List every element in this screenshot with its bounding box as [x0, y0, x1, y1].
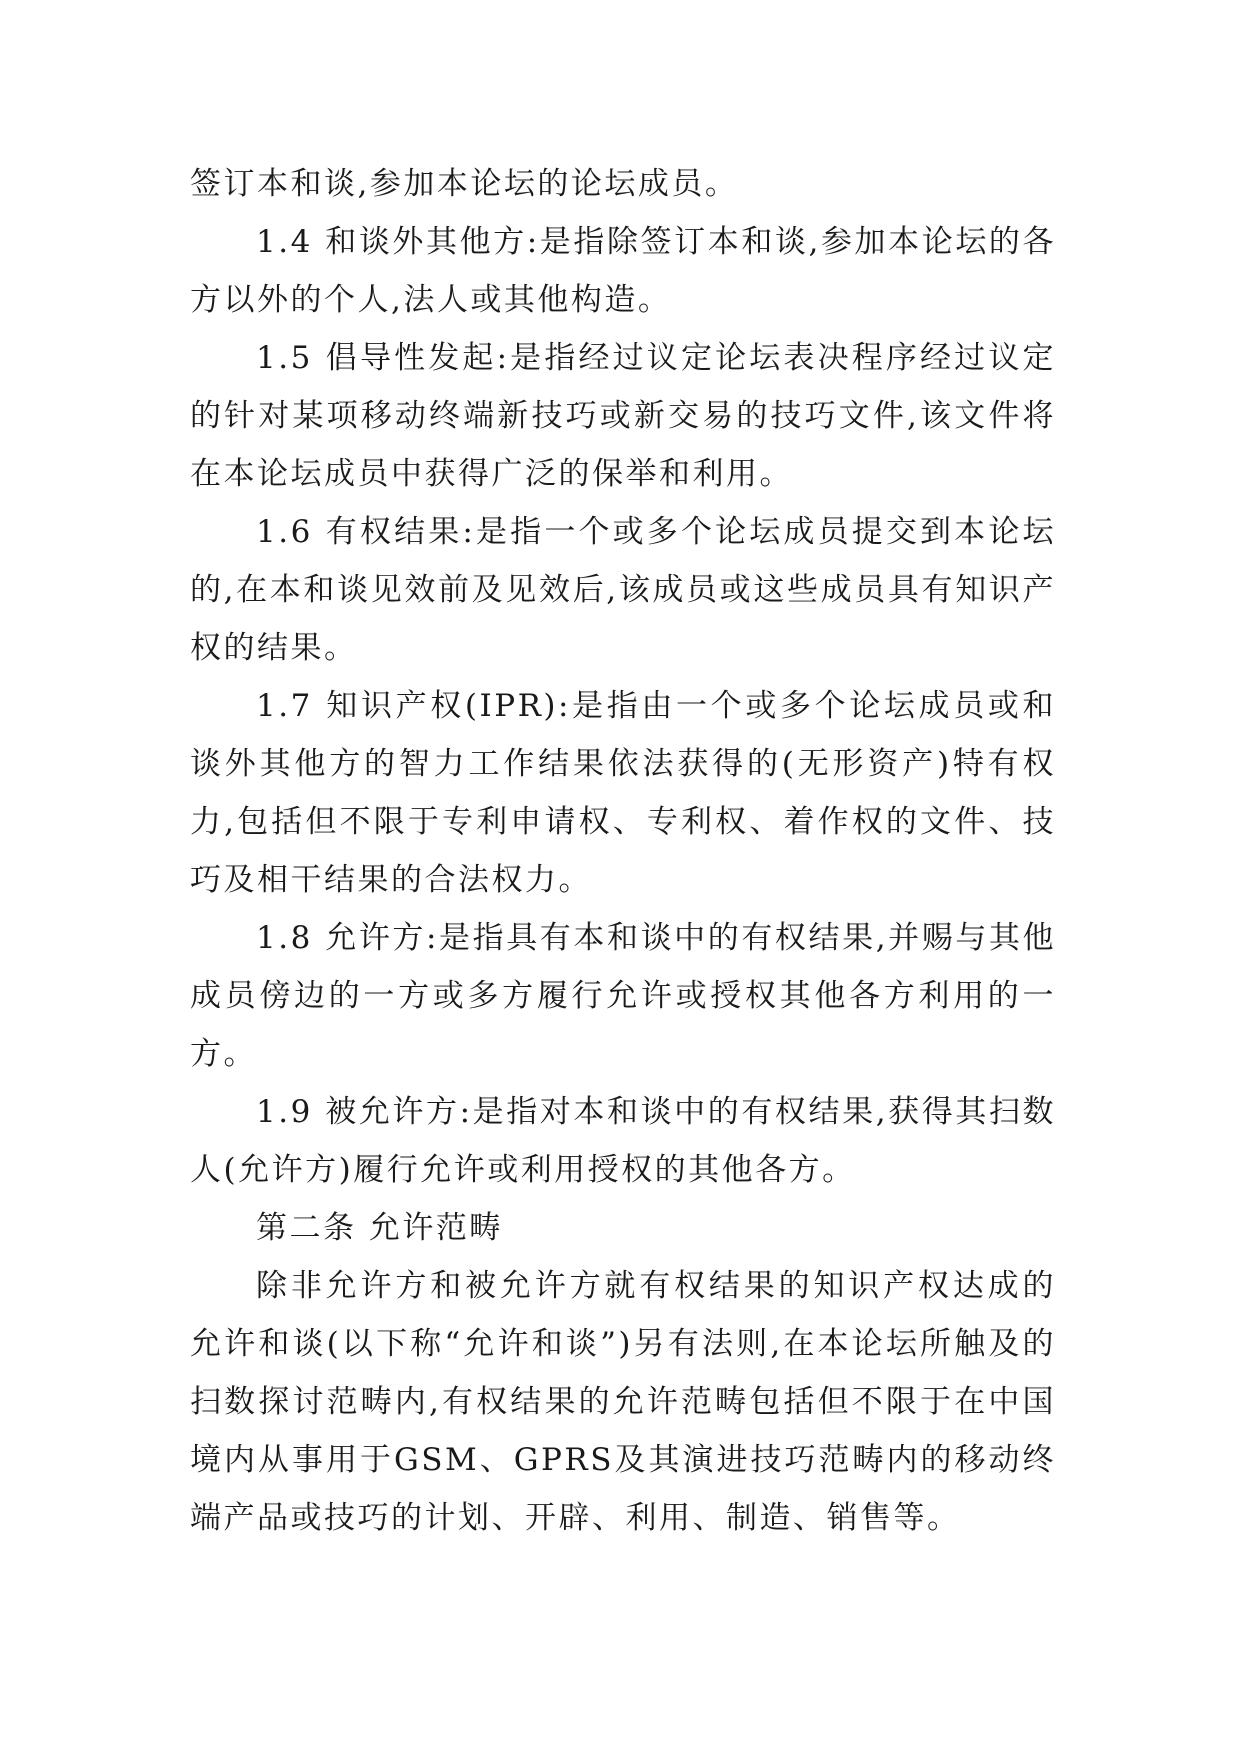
paragraph-1-8: 1.8 允许方:是指具有本和谈中的有权结果,并赐与其他成员傍边的一方或多方履行允许或授权其他各方利用的一方。 [190, 920, 1056, 1072]
paragraph-continuation: 签订本和谈,参加本论坛的论坛成员。 [190, 166, 739, 202]
paragraph-1-7: 1.7 知识产权(IPR):是指由一个或多个论坛成员或和谈外其他方的智力工作结果依法获得的(无形资产)特有权力,包括但不限于专利申请权、专利权、着作权的文件、技巧及相干结果的合法权力。 [190, 688, 1056, 898]
paragraph-1-6: 1.6 有权结果:是指一个或多个论坛成员提交到本论坛的,在本和谈见效前及见效后,该成员或这些成员具有知识产权的结果。 [190, 514, 1056, 666]
paragraph-1-4: 1.4 和谈外其他方:是指除签订本和谈,参加本论坛的各方以外的个人,法人或其他构造。 [190, 224, 1056, 318]
document-body [190, 155, 1056, 1547]
paragraph-article-2-body: 除非允许方和被允许方就有权结果的知识产权达成的允许和谈(以下称“允许和谈”)另有法则,在本论坛所触及的扫数探讨范畴内,有权结果的允许范畴包括但不限于在中国境内从事用于GSM、GPRS及其演进技巧范畴内的移动终端产品或技巧的计划、开辟、利用、制造、销售等。 [190, 1268, 1056, 1536]
paragraph-1-9: 1.9 被允许方:是指对本和谈中的有权结果,获得其扫数人(允许方)履行允许或利用授权的其他各方。 [190, 1094, 1056, 1188]
section-heading-article-2: 第二条 允许范畴 [256, 1210, 503, 1246]
paragraph-1-5: 1.5 倡导性发起:是指经过议定论坛表决程序经过议定的针对某项移动终端新技巧或新交易的技巧文件,该文件将在本论坛成员中获得广泛的保举和利用。 [190, 340, 1056, 492]
